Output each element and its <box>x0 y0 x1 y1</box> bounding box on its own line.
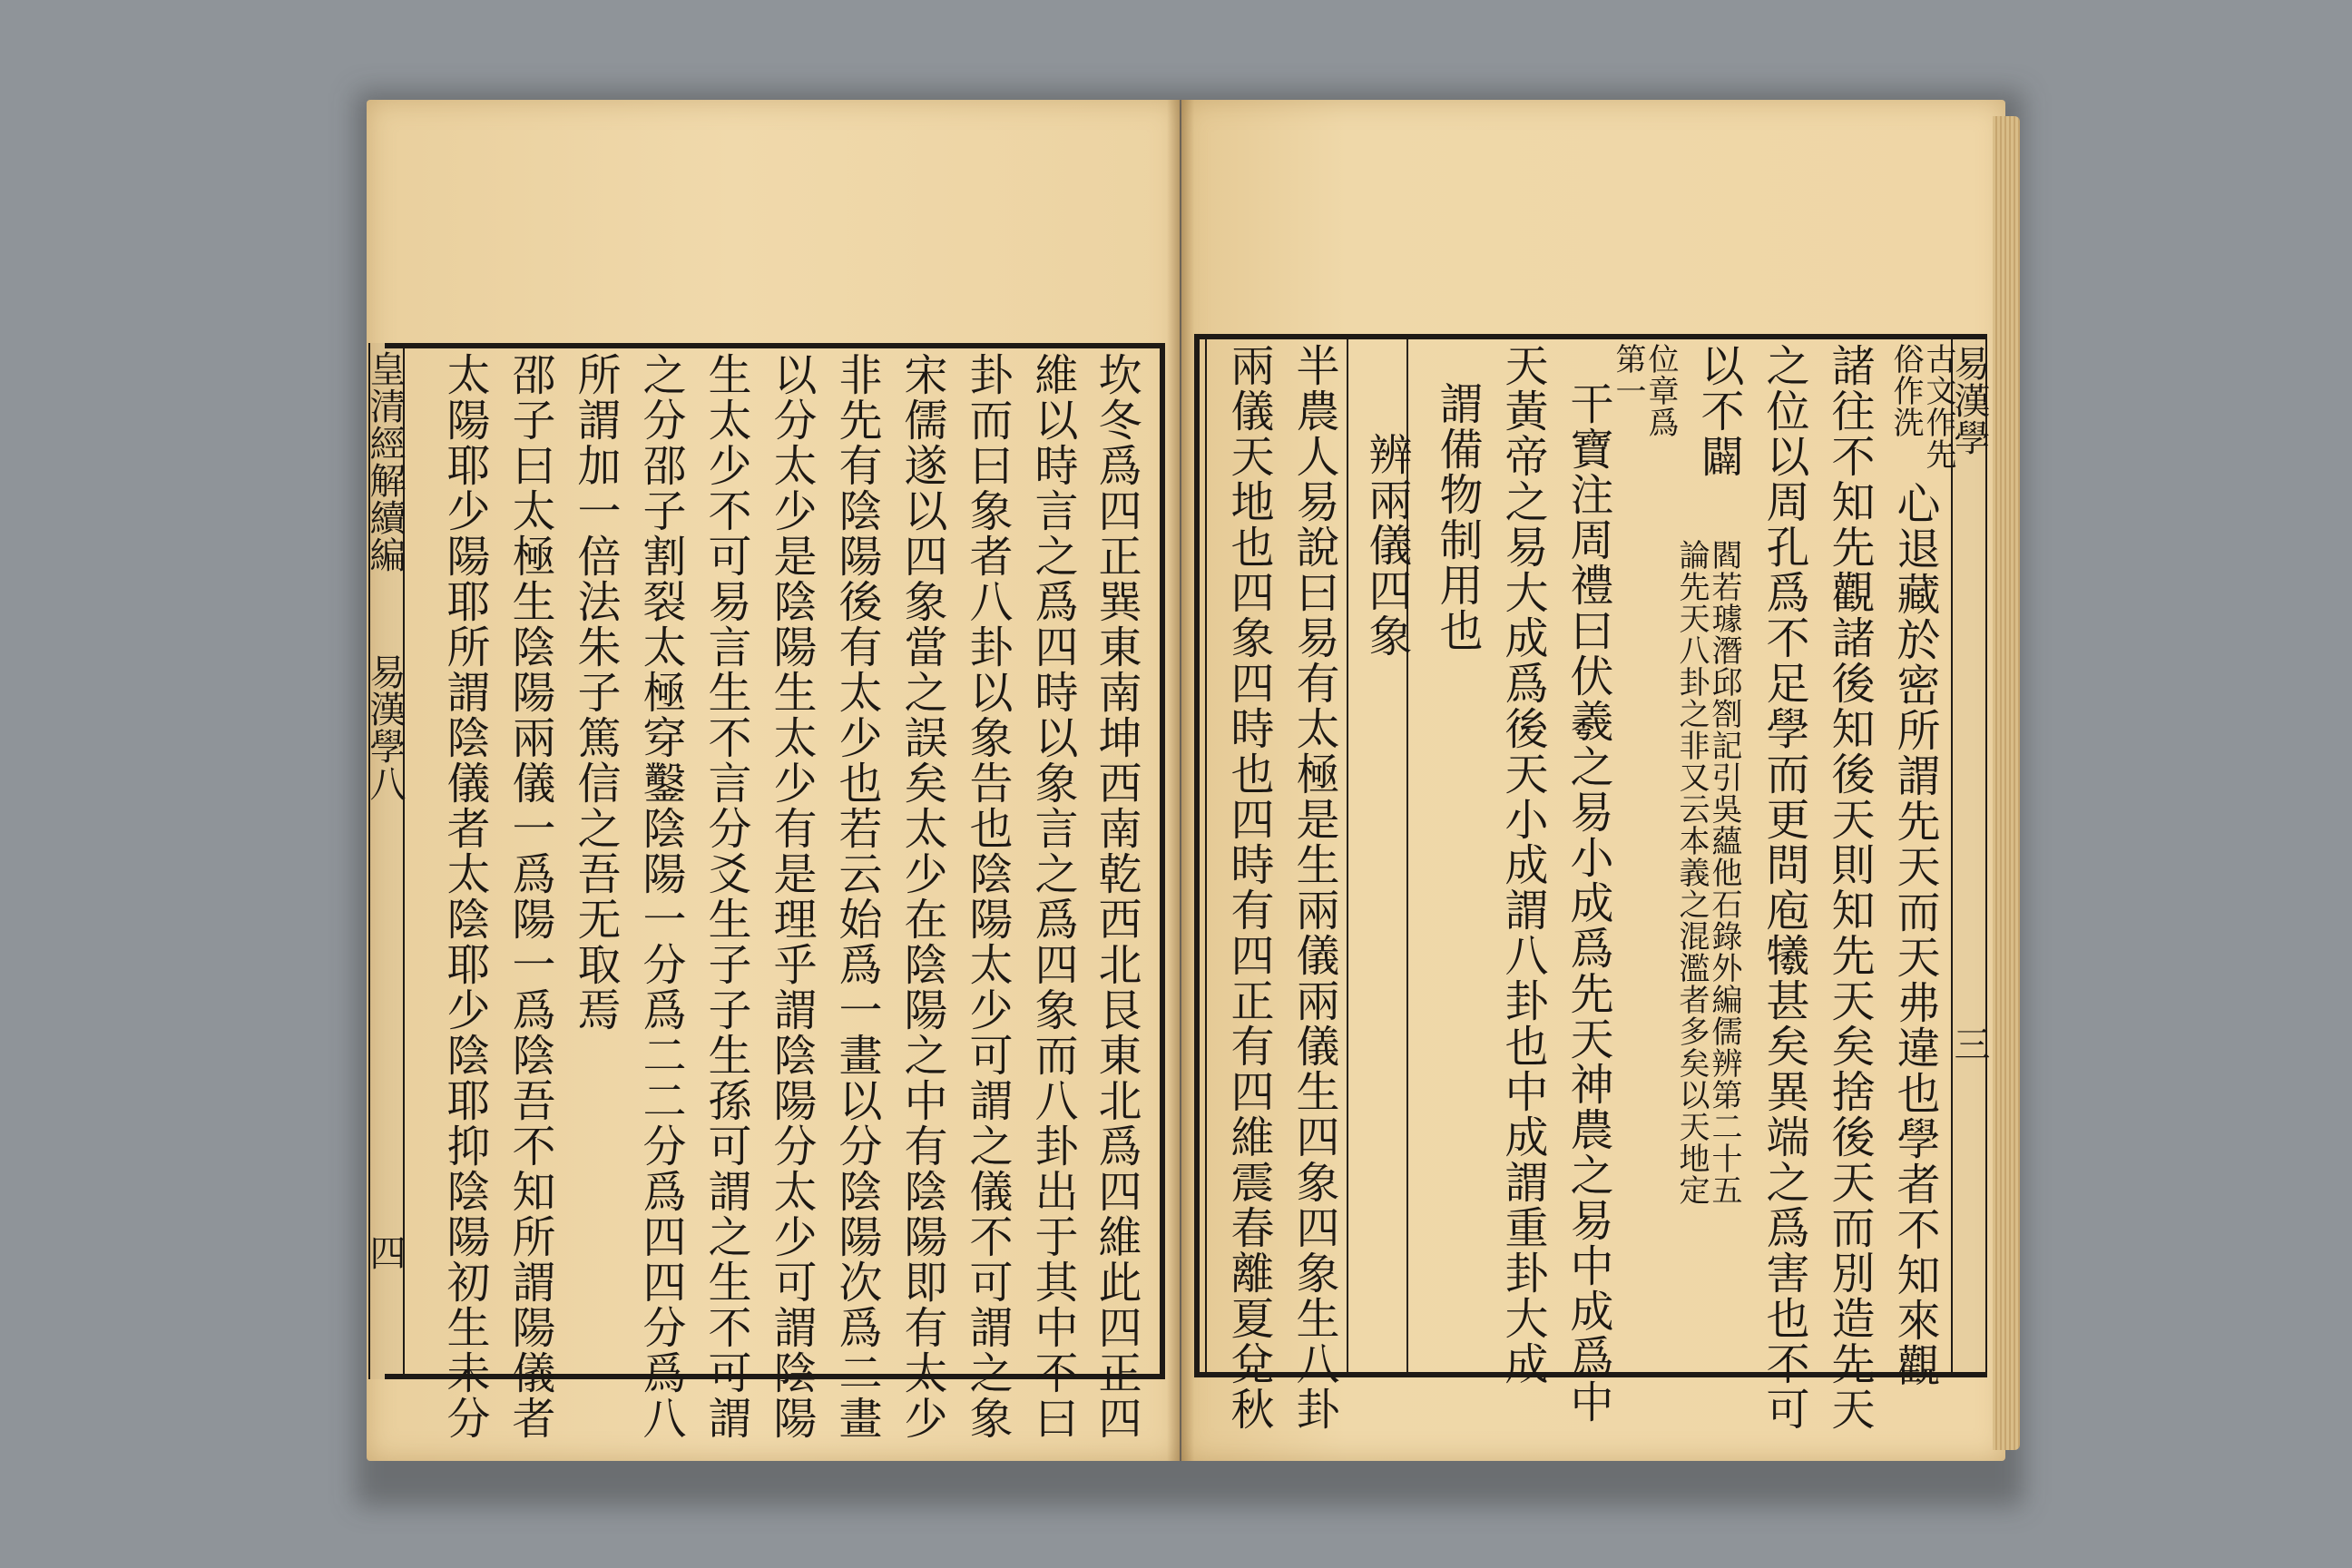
left-page-number: 四 <box>364 1234 406 1271</box>
column-rule <box>1347 339 1348 1372</box>
right-fishtail-margin <box>1948 334 1990 1377</box>
left-col-3: 卦而曰象者八卦以象告也陰陽太少可謂之儀不可謂之象 <box>962 352 1013 1441</box>
right-small-col-c: 位章爲 <box>1642 343 1679 438</box>
right-small-col-b: 論先天八卦之非又云本義之混濫者多矣以天地定 <box>1673 539 1710 1206</box>
right-col-4: 以不闢 <box>1693 343 1744 479</box>
right-col-2: 諸往不知先觀諸後知後天則知先天矣捨後天而別造先天 <box>1824 343 1875 1432</box>
right-note-1a: 古文作先 <box>1920 343 1956 470</box>
left-col-10: 邵子曰太極生陰陽兩儀一爲陽一爲陰吾不知所謂陽儀者 <box>505 352 555 1441</box>
left-col-5: 非先有陰陽後有太少也若云始爲一畫以分陰陽次爲二畫 <box>831 352 882 1441</box>
right-col-7: 半農人易說曰易有太極是生兩儀兩儀生四象四象生八卦 <box>1289 343 1339 1432</box>
left-col-4: 宋儒遂以四象當之誤矣太少在陰陽之中有陰陽即有太少 <box>897 352 947 1441</box>
left-margin-section: 易漢學八 <box>364 653 406 802</box>
left-col-2: 維以時言之爲四時以象言之爲四象而八卦出于其中不曰 <box>1027 352 1078 1441</box>
left-col-7: 生太少不可易言生不言分爻生子子生孫可謂之生不可謂 <box>701 352 751 1441</box>
right-col-8: 兩儀天地也四象四時也四時有四正有四維震春離夏兌秋 <box>1223 343 1274 1432</box>
right-page-number: 三 <box>1948 1025 1990 1063</box>
book-gutter <box>1167 100 1194 1461</box>
right-col-heading: 辨兩儀四象 <box>1361 432 1412 659</box>
right-col-gan-bao: 干寶注周禮曰伏羲之易小成爲先天神農之易中成爲中 <box>1563 381 1613 1425</box>
left-margin-title: 皇清經解續編 <box>364 350 406 573</box>
right-col-1: 心退藏於密所謂先天而天弗違也學者不知來觀 <box>1889 481 1940 1388</box>
right-margin-title: 易漢學 <box>1948 345 1990 456</box>
left-col-1: 坎冬爲四正巽東南坤西南乾西北艮東北爲四維此四正四 <box>1091 352 1142 1441</box>
left-col-9: 所謂加一倍法朱子篤信之吾无取焉 <box>570 352 621 1033</box>
right-col-6: 謂備物制用也 <box>1432 381 1483 653</box>
right-col-5: 天黃帝之易大成爲後天小成謂八卦也中成謂重卦大成 <box>1497 343 1548 1387</box>
right-small-col-a: 閻若璩潛邱劄記引吳蘊他石錄外編儒辨第二十五 <box>1706 539 1742 1206</box>
right-small-col-d: 第一 <box>1610 343 1646 407</box>
right-note-1b: 俗作洗 <box>1887 343 1924 438</box>
page-stack-edge <box>1993 116 2020 1450</box>
left-col-6: 以分太少是陰陽生太少有是理乎謂陰陽分太少可謂陰陽 <box>766 352 817 1441</box>
left-col-11: 太陽耶少陽耶所謂陰儀者太陰耶少陰耶抑陰陽初生未分 <box>439 352 490 1441</box>
right-col-3: 之位以周孔爲不足學而更問庖犧甚矣異端之爲害也不可 <box>1759 343 1809 1432</box>
left-col-8: 之分邵子割裂太極穿鑿陰陽一分爲二二分爲四四分爲八 <box>635 352 686 1441</box>
